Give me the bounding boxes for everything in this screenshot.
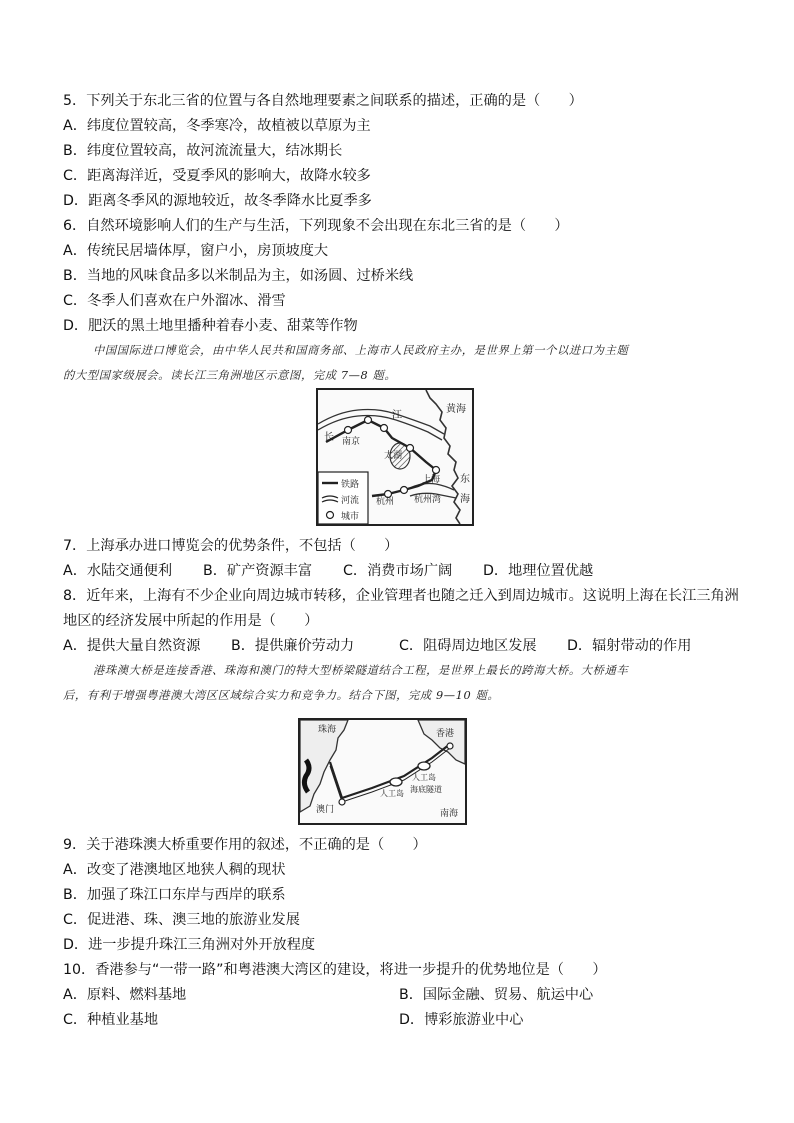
q7-options bbox=[63, 561, 593, 581]
q6-option-c: C．冬季人们喜欢在户外溜冰、滑雪 bbox=[63, 293, 286, 309]
q5-stem: 5．下列关于东北三省的位置与各自然地理要素之间联系的描述，正确的是（ ） bbox=[63, 93, 583, 109]
label-nanhai: 南海 bbox=[440, 809, 459, 819]
label-xianggang: 香港 bbox=[436, 729, 455, 739]
q7-option-d: D．地理位置优越 bbox=[483, 563, 594, 579]
hzmb-map-drawing bbox=[300, 720, 465, 823]
q10-options-row2 bbox=[63, 1010, 523, 1030]
q10-stem: 10．香港参与“一带一路”和粤港澳大湾区的建设，将进一步提升的优势地位是（ ） bbox=[63, 962, 607, 978]
label-suidao: 海底隧道 bbox=[410, 785, 442, 794]
q10-option-d: D．博彩旅游业中心 bbox=[399, 1012, 524, 1028]
city-marker-shanghai bbox=[433, 467, 440, 474]
macao-marker bbox=[339, 799, 345, 805]
legend-city-symbol bbox=[327, 512, 334, 519]
yangtze-delta-map-drawing bbox=[318, 390, 472, 524]
q9-option-c: C．促进港、珠、澳三地的旅游业发展 bbox=[63, 912, 300, 928]
q6-option-a: A．传统民居墙体厚，窗户小，房顶坡度大 bbox=[63, 243, 329, 259]
artificial-island-east bbox=[390, 778, 402, 786]
intro-9-10-line1: 港珠澳大桥是连接香港、珠海和澳门的特大型桥梁隧道结合工程，是世界上最长的跨海大桥。大桥通车 bbox=[93, 664, 629, 677]
hongkong-marker bbox=[447, 743, 453, 749]
city-marker bbox=[407, 445, 414, 452]
hzmb-map bbox=[298, 718, 467, 825]
q7-option-c: C．消费市场广阔 bbox=[343, 563, 453, 579]
label-aomen: 澳门 bbox=[316, 805, 335, 815]
intro-7-8-line1: 中国国际进口博览会，由中华人民共和国商务部、上海市人民政府主办，是世界上第一个以进口为主题 bbox=[93, 344, 629, 357]
q8-option-d: D．辐射带动的作用 bbox=[567, 638, 692, 654]
q8-options bbox=[63, 636, 691, 656]
q10-option-c: C．种植业基地 bbox=[63, 1012, 159, 1028]
q6-stem: 6．自然环境影响人们的生产与生活，下列现象不会出现在东北三省的是（ ） bbox=[63, 218, 569, 234]
q9-option-d: D．进一步提升珠江三角洲对外开放程度 bbox=[63, 937, 316, 953]
q10-options-row1 bbox=[63, 985, 593, 1005]
label-chang: 长 bbox=[324, 432, 334, 443]
intro-9-10-line2: 后，有利于增强粤港澳大湾区区域综合实力和竞争力。结合下图，完成 9—10 题。 bbox=[63, 689, 500, 702]
label-zhuhai: 珠海 bbox=[318, 725, 337, 735]
label-taihu: 太湖 bbox=[384, 451, 403, 461]
q5-option-d: D．距离冬季风的源地较近，故冬季降水比夏季多 bbox=[63, 193, 372, 209]
legend-river-label: 河流 bbox=[341, 496, 360, 506]
city-marker bbox=[365, 417, 372, 424]
q8-stem-line2: 地区的经济发展中所起的作用是（ ） bbox=[63, 613, 319, 629]
city-marker bbox=[401, 487, 408, 494]
q5-option-c: C．距离海洋近，受夏季风的影响大，故降水较多 bbox=[63, 168, 371, 184]
q9-option-b: B．加强了珠江口东岸与西岸的联系 bbox=[63, 887, 286, 903]
q9-stem: 9．关于港珠澳大桥重要作用的叙述，不正确的是（ ） bbox=[63, 837, 427, 853]
q5-option-b: B．纬度位置较高，故河流流量大，结冰期长 bbox=[63, 143, 343, 159]
q10-option-b: B．国际金融、贸易、航运中心 bbox=[399, 987, 594, 1003]
q5-option-a: A．纬度位置较高，冬季寒冷，故植被以草原为主 bbox=[63, 118, 371, 134]
yangtze-delta-map bbox=[316, 388, 474, 526]
legend-city-label: 城市 bbox=[341, 512, 360, 522]
q7-option-a: A．水陆交通便利 bbox=[63, 563, 173, 579]
label-rengongdao-2: 人工岛 bbox=[380, 789, 404, 798]
q8-option-c: C．阻碍周边地区发展 bbox=[399, 638, 537, 654]
q8-option-b: B．提供廉价劳动力 bbox=[231, 638, 355, 654]
q8-option-a: A．提供大量自然资源 bbox=[63, 638, 201, 654]
label-hai: 海 bbox=[460, 494, 470, 505]
q6-option-b: B．当地的风味食品多以米制品为主，如汤圆、过桥米线 bbox=[63, 268, 414, 284]
q7-option-b: B．矿产资源丰富 bbox=[203, 563, 313, 579]
label-jiang: 江 bbox=[392, 410, 402, 421]
q9-option-a: A．改变了港澳地区地狭人稠的现状 bbox=[63, 862, 286, 878]
legend-railway-label: 铁路 bbox=[341, 480, 360, 490]
label-dong: 东 bbox=[460, 474, 470, 485]
artificial-island-west bbox=[418, 762, 430, 770]
q6-option-d: D．肥沃的黑土地里播种着春小麦、甜菜等作物 bbox=[63, 318, 358, 334]
intro-7-8-line2: 的大型国家级展会。读长江三角洲地区示意图，完成 7—8 题。 bbox=[63, 369, 397, 382]
city-marker-nanjing bbox=[345, 427, 352, 434]
q8-stem-line1: 8．近年来，上海有不少企业向周边城市转移，企业管理者也随之迁入到周边城市。这说明上海在长江三角洲 bbox=[63, 588, 739, 604]
label-hangzhouwan: 杭州湾 bbox=[414, 495, 442, 505]
label-rengongdao-1: 人工岛 bbox=[412, 773, 436, 782]
label-nanjing: 南京 bbox=[342, 437, 361, 447]
label-shanghai: 上海 bbox=[422, 475, 441, 485]
label-hangzhou: 杭州 bbox=[376, 497, 395, 507]
q7-stem: 7．上海承办进口博览会的优势条件，不包括（ ） bbox=[63, 538, 399, 554]
hongkong-landmass bbox=[418, 720, 465, 764]
q10-option-a: A．原料、燃料基地 bbox=[63, 987, 187, 1003]
label-huanghai: 黄海 bbox=[446, 404, 466, 415]
city-marker bbox=[381, 425, 388, 432]
